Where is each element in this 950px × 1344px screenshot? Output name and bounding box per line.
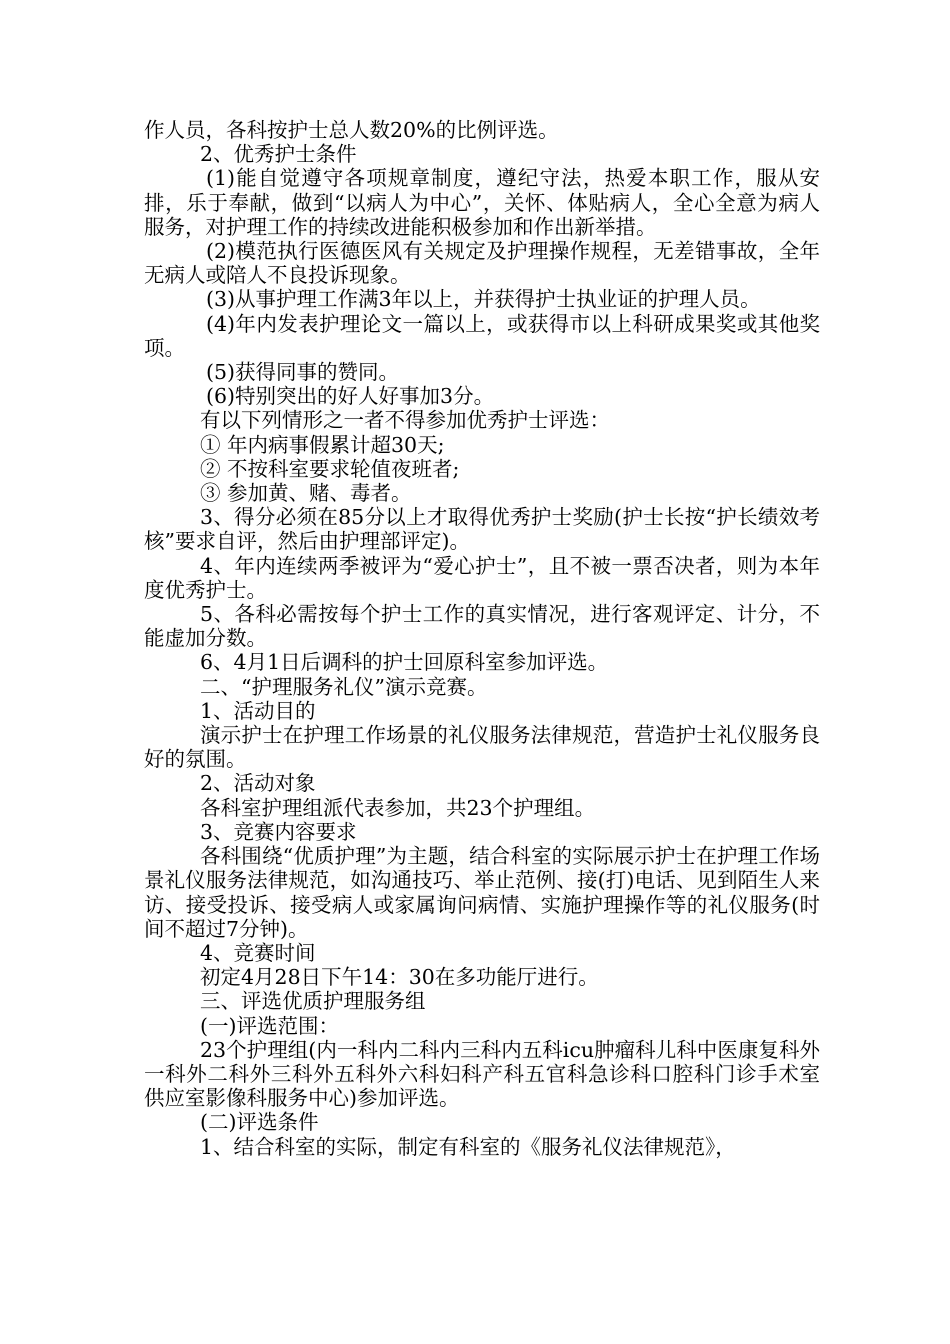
paragraph: ② 不按科室要求轮值夜班者;: [200, 456, 460, 481]
paragraph: (一)评选范围：: [200, 1013, 339, 1038]
paragraph: ③ 参加黄、赌、毒者。: [200, 481, 412, 506]
paragraph: 作人员，各科按护士总人数20%的比例评选。: [144, 118, 559, 142]
paragraph: 3、竞赛内容要求: [200, 819, 357, 844]
paragraph: 5、各科必需按每个护士工作的真实情况，进行客观评定、计分，不能虚加分数。: [144, 602, 820, 651]
paragraph: (6)特别突出的好人好事加3分。: [206, 384, 495, 409]
paragraph: 23个护理组(内一科内二科内三科内五科icu肿瘤科儿科中医康复科外一科外二科外三科外五科外六科妇科产科五官科急诊科口腔科门诊手术室供应室影像科服务中心)参加评选。: [144, 1037, 820, 1111]
paragraph: ① 年内病事假累计超30天;: [200, 432, 445, 457]
document-body: [144, 118, 820, 1159]
paragraph: 有以下列情形之一者不得参加优秀护士评选：: [200, 408, 610, 433]
paragraph: 1、结合科室的实际，制定有科室的《服务礼仪法律规范》，: [200, 1134, 736, 1159]
paragraph: (二)评选条件: [200, 1110, 319, 1135]
paragraph: (3)从事护理工作满3年以上，并获得护士执业证的护理人员。: [206, 287, 761, 312]
paragraph: (2)模范执行医德医风有关规定及护理操作规程，无差错事故，全年无病人或陪人不良投诉现象。: [144, 239, 820, 288]
paragraph: 三、评选优质护理服务组: [200, 989, 426, 1014]
paragraph: 演示护士在护理工作场景的礼仪服务法律规范，营造护士礼仪服务良好的氛围。: [144, 723, 820, 772]
paragraph: 3、得分必须在85分以上才取得优秀护士奖励(护士长按“护长绩效考核”要求自评，然后由护理部评定)。: [144, 505, 820, 554]
paragraph: (1)能自觉遵守各项规章制度，遵纪守法，热爱本职工作，服从安排，乐于奉献，做到“以病人为中心”，关怀、体贴病人，全心全意为病人服务，对护理工作的持续改进能积极参加和作出新举措。: [144, 166, 820, 239]
paragraph: 1、活动目的: [200, 698, 316, 723]
paragraph: 4、年内连续两季被评为“爱心护士”，且不被一票否决者，则为本年度优秀护士。: [144, 553, 820, 602]
paragraph: 二、“护理服务礼仪”演示竞赛。: [200, 674, 488, 699]
paragraph: 各科围绕“优质护理”为主题，结合科室的实际展示护士在护理工作场景礼仪服务法律规范，如沟通技巧、举止范例、接(打)电话、见到陌生人来访、接受投诉、接受病人或家属询问病情、实施护理操作等的礼仪服务(时间不超过7分钟)。: [144, 844, 820, 941]
paragraph: 2、优秀护士条件: [200, 142, 357, 167]
paragraph: (4)年内发表护理论文一篇以上，或获得市以上科研成果奖或其他奖项。: [144, 311, 820, 360]
paragraph: 4、竞赛时间: [200, 940, 316, 965]
paragraph: 2、活动对象: [200, 771, 316, 796]
paragraph: (5)获得同事的赞同。: [206, 360, 400, 385]
paragraph: 各科室护理组派代表参加，共23个护理组。: [200, 795, 596, 820]
paragraph: 初定4月28日下午14：30在多功能厅进行。: [200, 965, 599, 990]
paragraph: 6、4月1日后调科的护士回原科室参加评选。: [200, 650, 609, 675]
